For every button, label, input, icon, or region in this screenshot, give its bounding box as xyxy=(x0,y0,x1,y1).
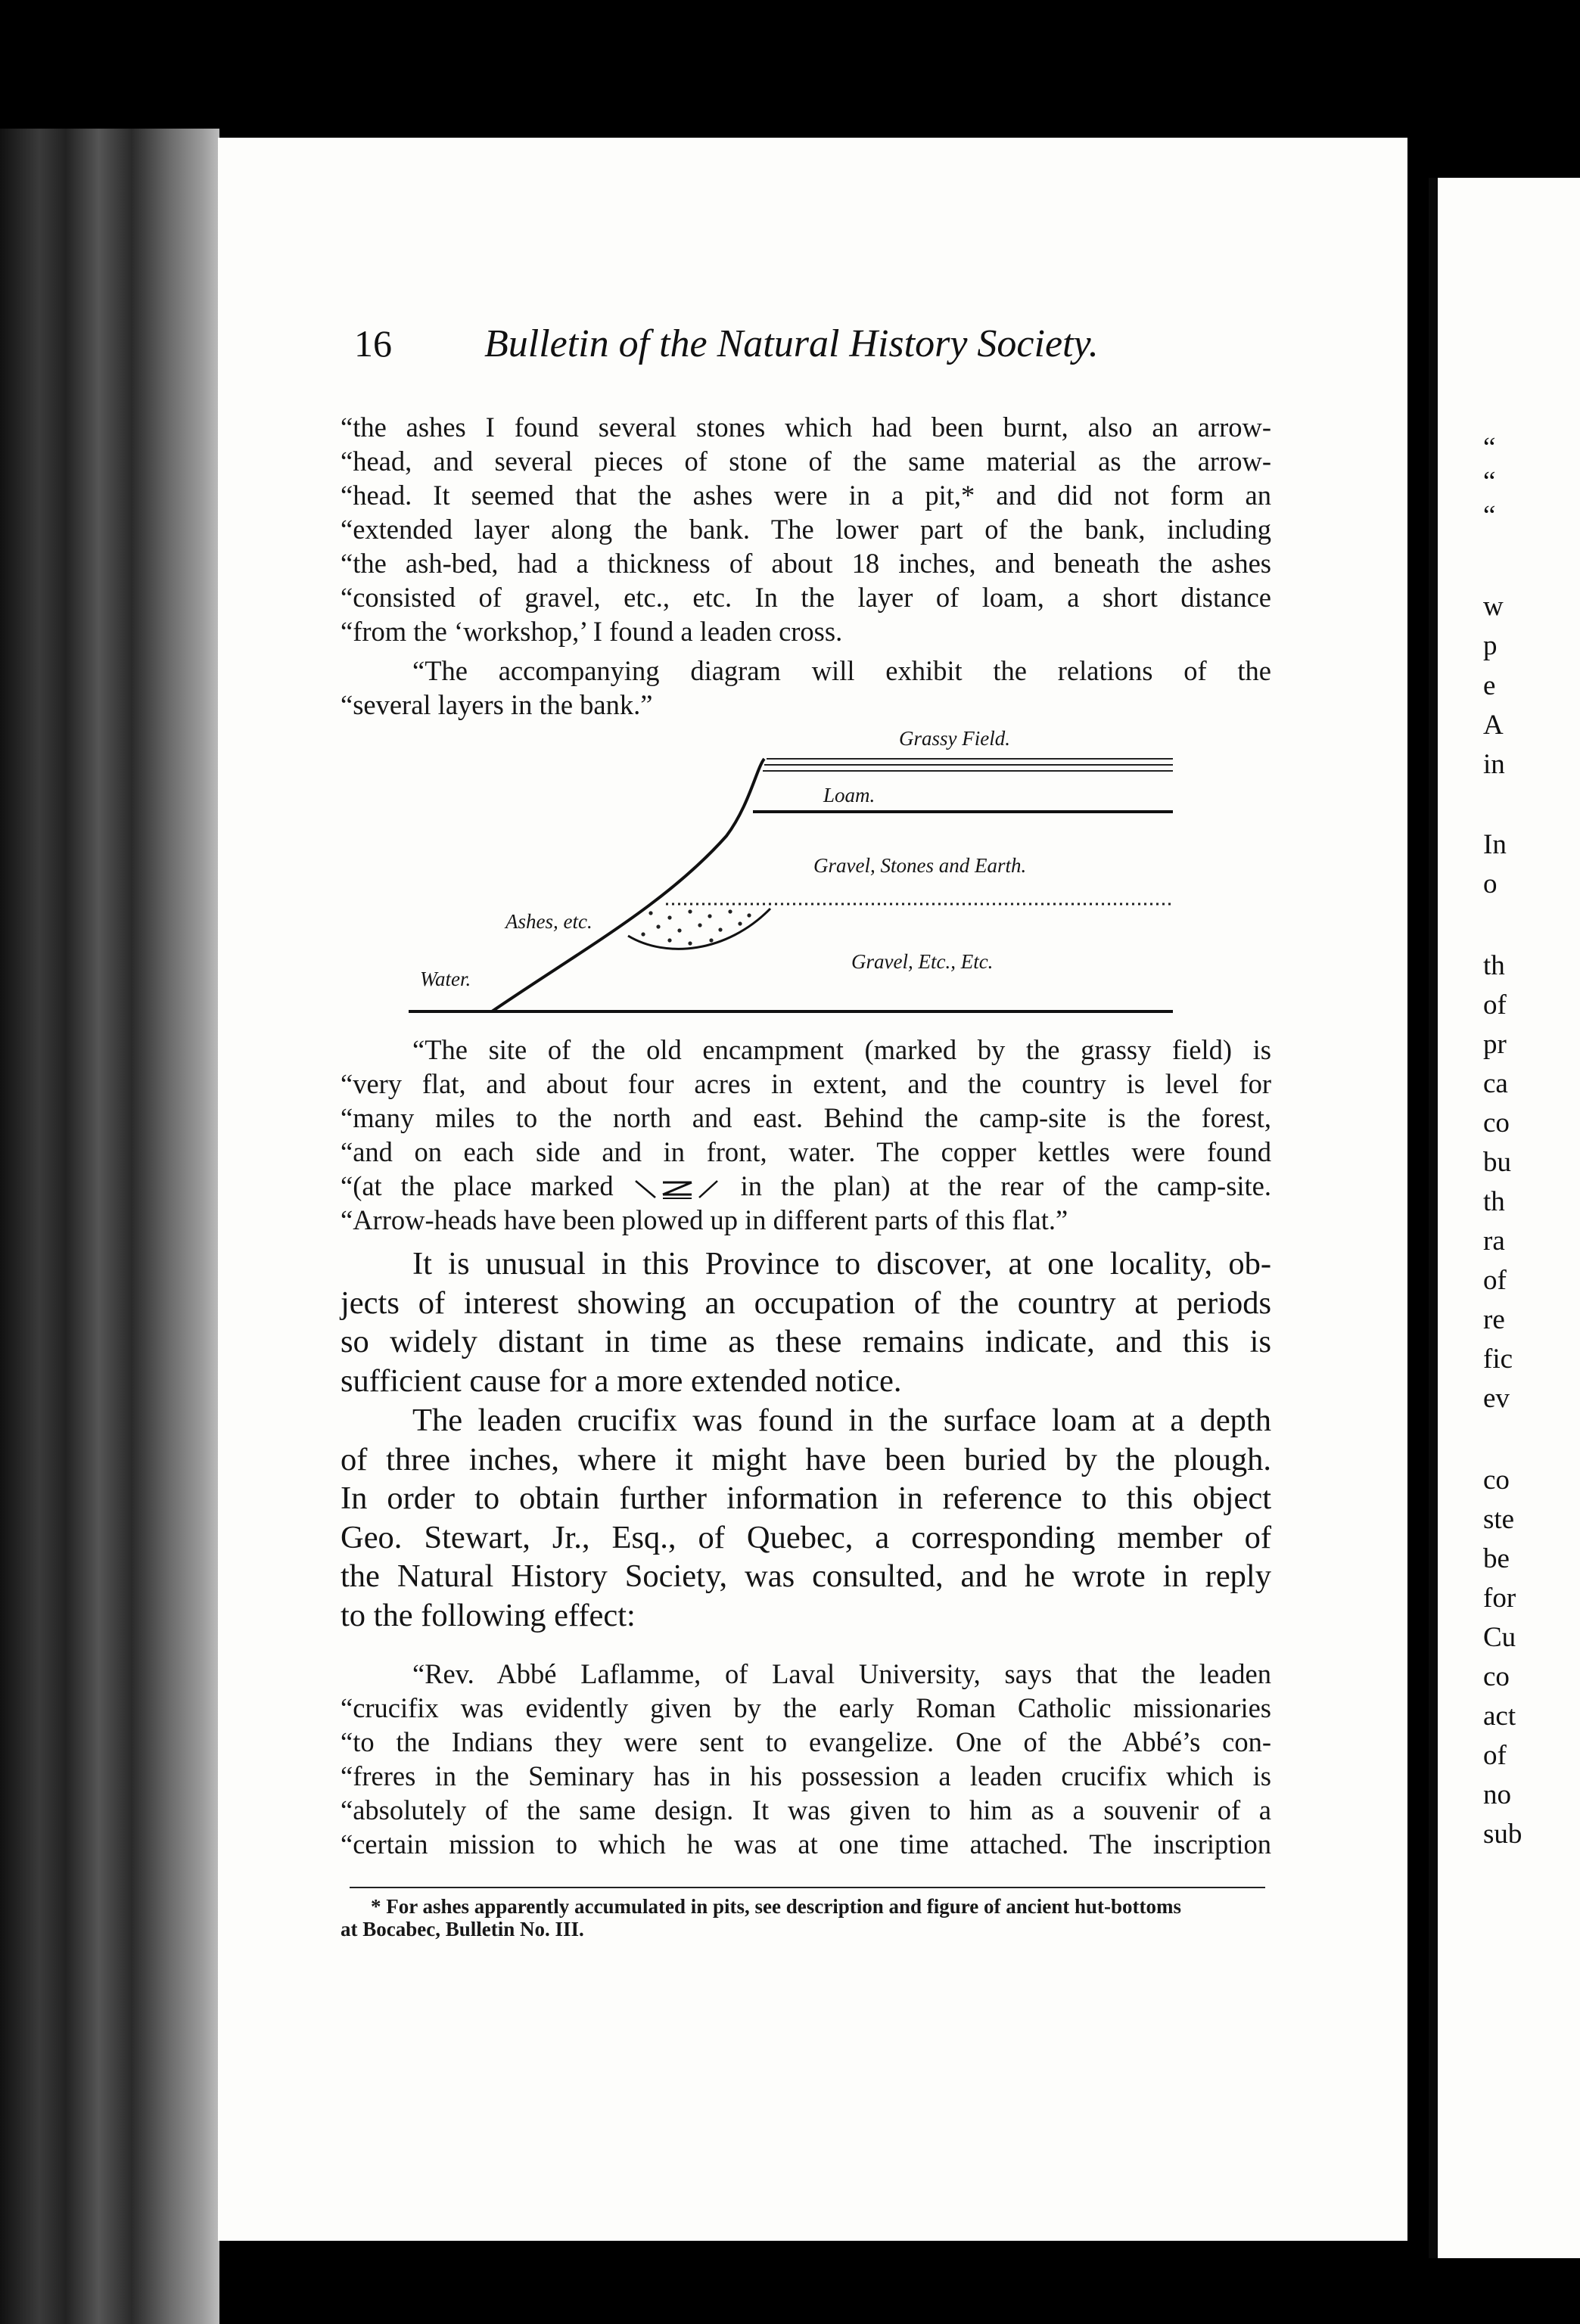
text-line: “freres in the Seminary has in his possession a leaden crucifix which is xyxy=(341,1760,1271,1791)
text-line: “extended layer along the bank. The lower part of the bank, including xyxy=(341,514,1271,545)
footnote-rule xyxy=(350,1887,1265,1888)
right-page-text: act xyxy=(1483,1701,1516,1732)
running-title: Bulletin of the Natural History Society. xyxy=(484,322,1099,365)
text-line: “head. It seemed that the ashes were in a pit,* and did not form an xyxy=(341,480,1271,511)
right-page-text: in xyxy=(1483,749,1505,780)
label-gravel-stones-earth: Gravel, Stones and Earth. xyxy=(813,854,1027,877)
right-page-text: re xyxy=(1483,1304,1505,1335)
right-page-text: “ xyxy=(1483,500,1496,531)
footnote-line: * For ashes apparently accumulated in pits, see description and figure of ancient hut-bottoms xyxy=(371,1895,1182,1918)
right-page-text: Cu xyxy=(1483,1622,1516,1653)
text-line: of three inches, where it might have been buried by the plough. xyxy=(341,1441,1271,1477)
right-page-text: of xyxy=(1483,1265,1507,1296)
ground-profile xyxy=(409,759,1173,1011)
right-page-fragment xyxy=(1429,178,1580,2258)
body-paragraph-1 xyxy=(341,1244,1271,1400)
right-page-text: bu xyxy=(1483,1147,1511,1178)
text-line: In order to obtain further information in reference to this object xyxy=(341,1480,1271,1516)
right-page-text: A xyxy=(1483,710,1504,741)
right-page-text: th xyxy=(1483,1186,1505,1217)
text-line: The leaden crucifix was found in the surface loam at a depth xyxy=(412,1403,1271,1438)
text-line: “head, and several pieces of stone of the same material as the arrow- xyxy=(341,446,1271,477)
label-loam: Loam. xyxy=(823,784,876,806)
right-page-text: ste xyxy=(1483,1504,1515,1535)
text-line: “crucifix was evidently given by the early Roman Catholic missionaries xyxy=(341,1692,1271,1723)
right-page-text: co xyxy=(1483,1108,1510,1139)
right-page-text: pr xyxy=(1483,1029,1507,1060)
text-line: Geo. Stewart, Jr., Esq., of Quebec, a corresponding member of xyxy=(341,1519,1271,1555)
text-line: “several layers in the bank.” xyxy=(341,689,653,720)
right-page-text: th xyxy=(1483,950,1505,981)
right-page-text: for xyxy=(1483,1583,1516,1614)
text-line: so widely distant in time as these remains indicate, and this is xyxy=(341,1324,1271,1359)
right-page-text: co xyxy=(1483,1465,1510,1496)
text-line: “the ash-bed, had a thickness of about 18 inches, and beneath the ashes xyxy=(341,548,1271,579)
body-paragraph-2 xyxy=(341,1401,1271,1635)
right-page-text: of xyxy=(1483,990,1507,1021)
quote-paragraph-4 xyxy=(341,1657,1271,1861)
text-line: “Arrow-heads have been plowed up in different parts of this flat.” xyxy=(341,1204,1068,1235)
footnote xyxy=(341,1895,1271,1940)
quote-paragraph-2 xyxy=(341,654,1271,722)
right-page-text: e xyxy=(1483,670,1496,701)
text-line: “Rev. Abbé Laflamme, of Laval University, says that the leaden xyxy=(412,1658,1271,1689)
text-line: “consisted of gravel, etc., etc. In the layer of loam, a short distance xyxy=(341,582,1271,613)
text-line: It is unusual in this Province to discover, at one locality, ob- xyxy=(412,1246,1271,1282)
right-page-text: ca xyxy=(1483,1068,1508,1099)
right-page-text: be xyxy=(1483,1543,1510,1574)
right-page-text: In xyxy=(1483,829,1507,860)
quote-paragraph-1 xyxy=(341,410,1271,648)
page-number: 16 xyxy=(354,322,392,365)
label-ashes: Ashes, etc. xyxy=(505,910,592,933)
page-header xyxy=(354,322,1149,382)
text-line: “to the Indians they were sent to evangelize. One of the Abbé’s con- xyxy=(341,1726,1271,1757)
text-line: “many miles to the north and east. Behind the camp-site is the forest, xyxy=(341,1102,1271,1133)
text-line: “from the ‘workshop,’ I found a leaden cross. xyxy=(341,616,843,647)
footnote-line: at Bocabec, Bulletin No. III. xyxy=(341,1918,584,1940)
text-line-with-marker xyxy=(341,1169,1271,1203)
text-line: sufficient cause for a more extended notice. xyxy=(341,1362,902,1399)
label-grassy-field: Grassy Field. xyxy=(899,727,1010,750)
right-page-text: o xyxy=(1483,868,1498,899)
right-page-text: fic xyxy=(1483,1344,1513,1375)
text-segment: “(at the place marked xyxy=(341,1170,614,1201)
text-line: “the ashes I found several stones which had been burnt, also an arrow- xyxy=(341,412,1271,443)
label-gravel-etc: Gravel, Etc., Etc. xyxy=(851,950,994,973)
right-page-text: p xyxy=(1483,630,1498,661)
right-page-text: no xyxy=(1483,1779,1511,1810)
text-segment: in the plan) at the rear of the camp-site. xyxy=(740,1170,1272,1201)
text-line: “very flat, and about four acres in extent, and the country is level for xyxy=(341,1068,1271,1099)
plan-marker-symbol xyxy=(633,1176,722,1202)
text-line: “and on each side and in front, water. The copper kettles were found xyxy=(341,1136,1271,1167)
ash-pit xyxy=(628,909,770,949)
quote-paragraph-3 xyxy=(341,1033,1271,1237)
text-line: “certain mission to which he was at one time attached. The inscription xyxy=(341,1828,1271,1860)
right-page-text: sub xyxy=(1483,1819,1522,1850)
text-line: “The site of the old encampment (marked by the grassy field) is xyxy=(412,1034,1271,1065)
book-page-edges xyxy=(0,129,219,2324)
grassy-field-lines xyxy=(763,759,1173,771)
text-line: to the following effect: xyxy=(341,1597,636,1633)
right-page-text: “ xyxy=(1483,432,1496,463)
bank-layers-diagram xyxy=(409,722,1180,1025)
text-line: jects of interest showing an occupation of the country at periods xyxy=(341,1285,1271,1321)
text-line: the Natural History Society, was consulted, and he wrote in reply xyxy=(341,1558,1271,1594)
text-line: “absolutely of the same design. It was given to him as a souvenir of a xyxy=(341,1794,1271,1825)
right-page-text: “ xyxy=(1483,466,1496,497)
right-page-text: ev xyxy=(1483,1383,1510,1414)
right-page-text: ra xyxy=(1483,1226,1505,1257)
right-page-text: co xyxy=(1483,1661,1510,1692)
label-water: Water. xyxy=(420,968,471,990)
text-line: “The accompanying diagram will exhibit the relations of the xyxy=(412,655,1271,686)
right-page-text: w xyxy=(1483,591,1504,622)
right-page-text: of xyxy=(1483,1740,1507,1771)
